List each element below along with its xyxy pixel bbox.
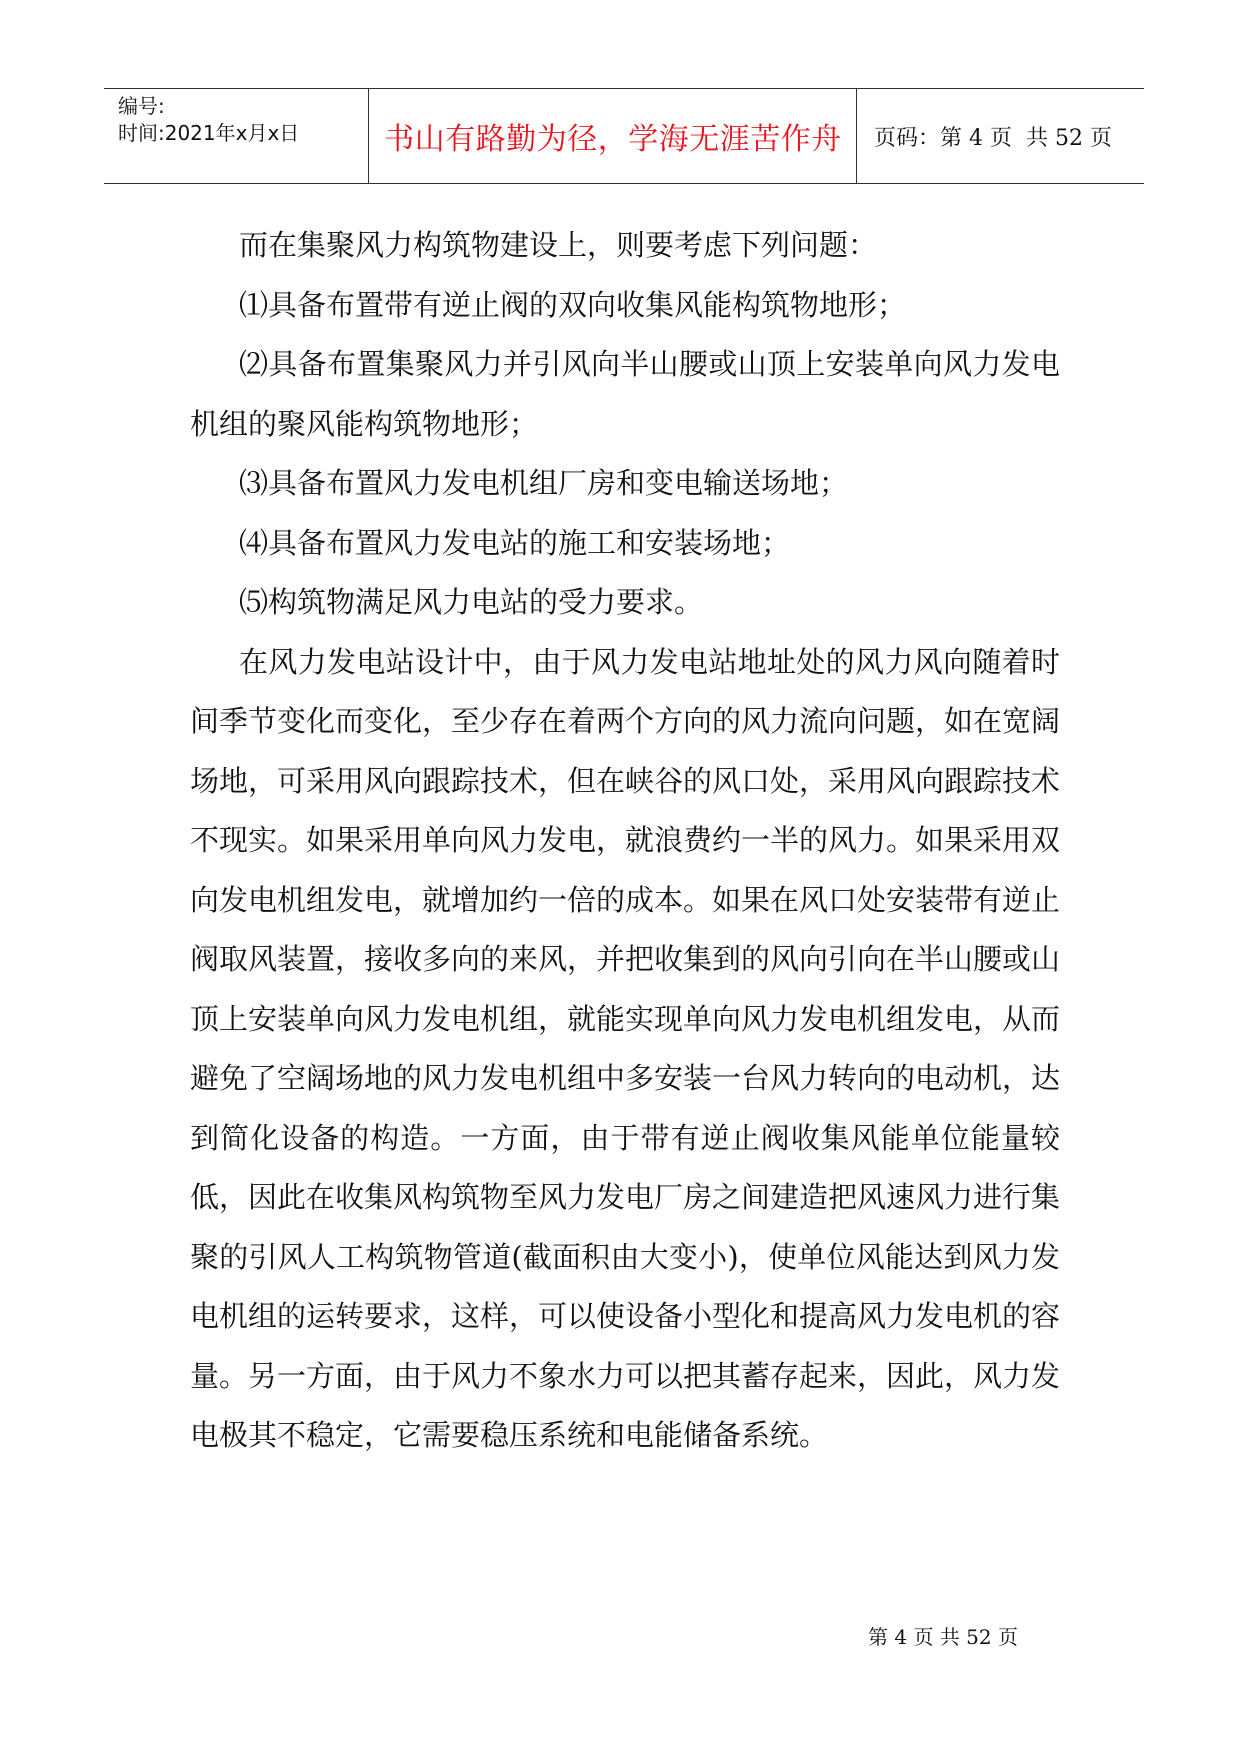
- document-number-label: 编号:: [118, 94, 165, 118]
- list-item: ⑷具备布置风力发电站的施工和安装场地；: [239, 525, 791, 560]
- header-page-info: 页码：第 4 页 共 52 页: [874, 125, 1112, 151]
- paragraph: 而在集聚风力构筑物建设上，则要考虑下列问题：: [239, 228, 878, 262]
- list-item: ⑶具备布置风力发电机组厂房和变电输送场地；: [239, 466, 849, 500]
- header-divider: [368, 89, 369, 183]
- list-item: ⑵具备布置集聚风力并引风向半山腰或山顶上安装单向风力发电机组的聚风能构筑物地形；: [190, 347, 1060, 441]
- paragraph: 在风力发电站设计中，由于风力发电站地址处的风力风向随着时间季节变化而变化，至少存在着两个方向的风力流向问题，如在宽阔场地，可采用风向跟踪技术，但在峡谷的风口处，采用风向跟踪技术不现实。如果采用单向风力发电，就浪费约一半的风力。如果采用双向发电机组发电，就增加约一倍的成本。如果在风口处安装带有逆止阀取风装置，接收多向的来风，并把收集到的风向引向在半山腰或山顶上安装单向风力发电机组，就能实现单向风力发电机组发电，从而避免了空阔场地的风力发电机组中多安装一台风力转向的电动机，达到简化设备的构造。一方面，由于带有逆止阀收集风能单位能量较低，因此在收集风构筑物至风力发电厂房之间建造把风速风力进行集聚的引风人工构筑物管道(截面积由大变小)，使单位风能达到风力发电机组的运转要求，这样，可以使设备小型化和提高风力发电机的容量。另一方面，由于风力不象水力可以把其蓄存起来，因此，风力发电极其不稳定，它需要稳压系统和电能储备系统。: [190, 644, 1061, 1452]
- page-footer: 第 4 页 共 52 页: [868, 1625, 1018, 1649]
- document-body: [190, 216, 1060, 1466]
- header-divider: [856, 89, 857, 183]
- list-item: ⑴具备布置带有逆止阀的双向收集风能构筑物地形；: [239, 287, 907, 322]
- page-header: [104, 88, 1144, 184]
- document-time-label: 时间:2021年x月x日: [118, 121, 300, 145]
- header-motto: 书山有路勤为径，学海无涯苦作舟: [384, 122, 842, 157]
- list-item: ⑸构筑物满足风力电站的受力要求。: [239, 585, 704, 619]
